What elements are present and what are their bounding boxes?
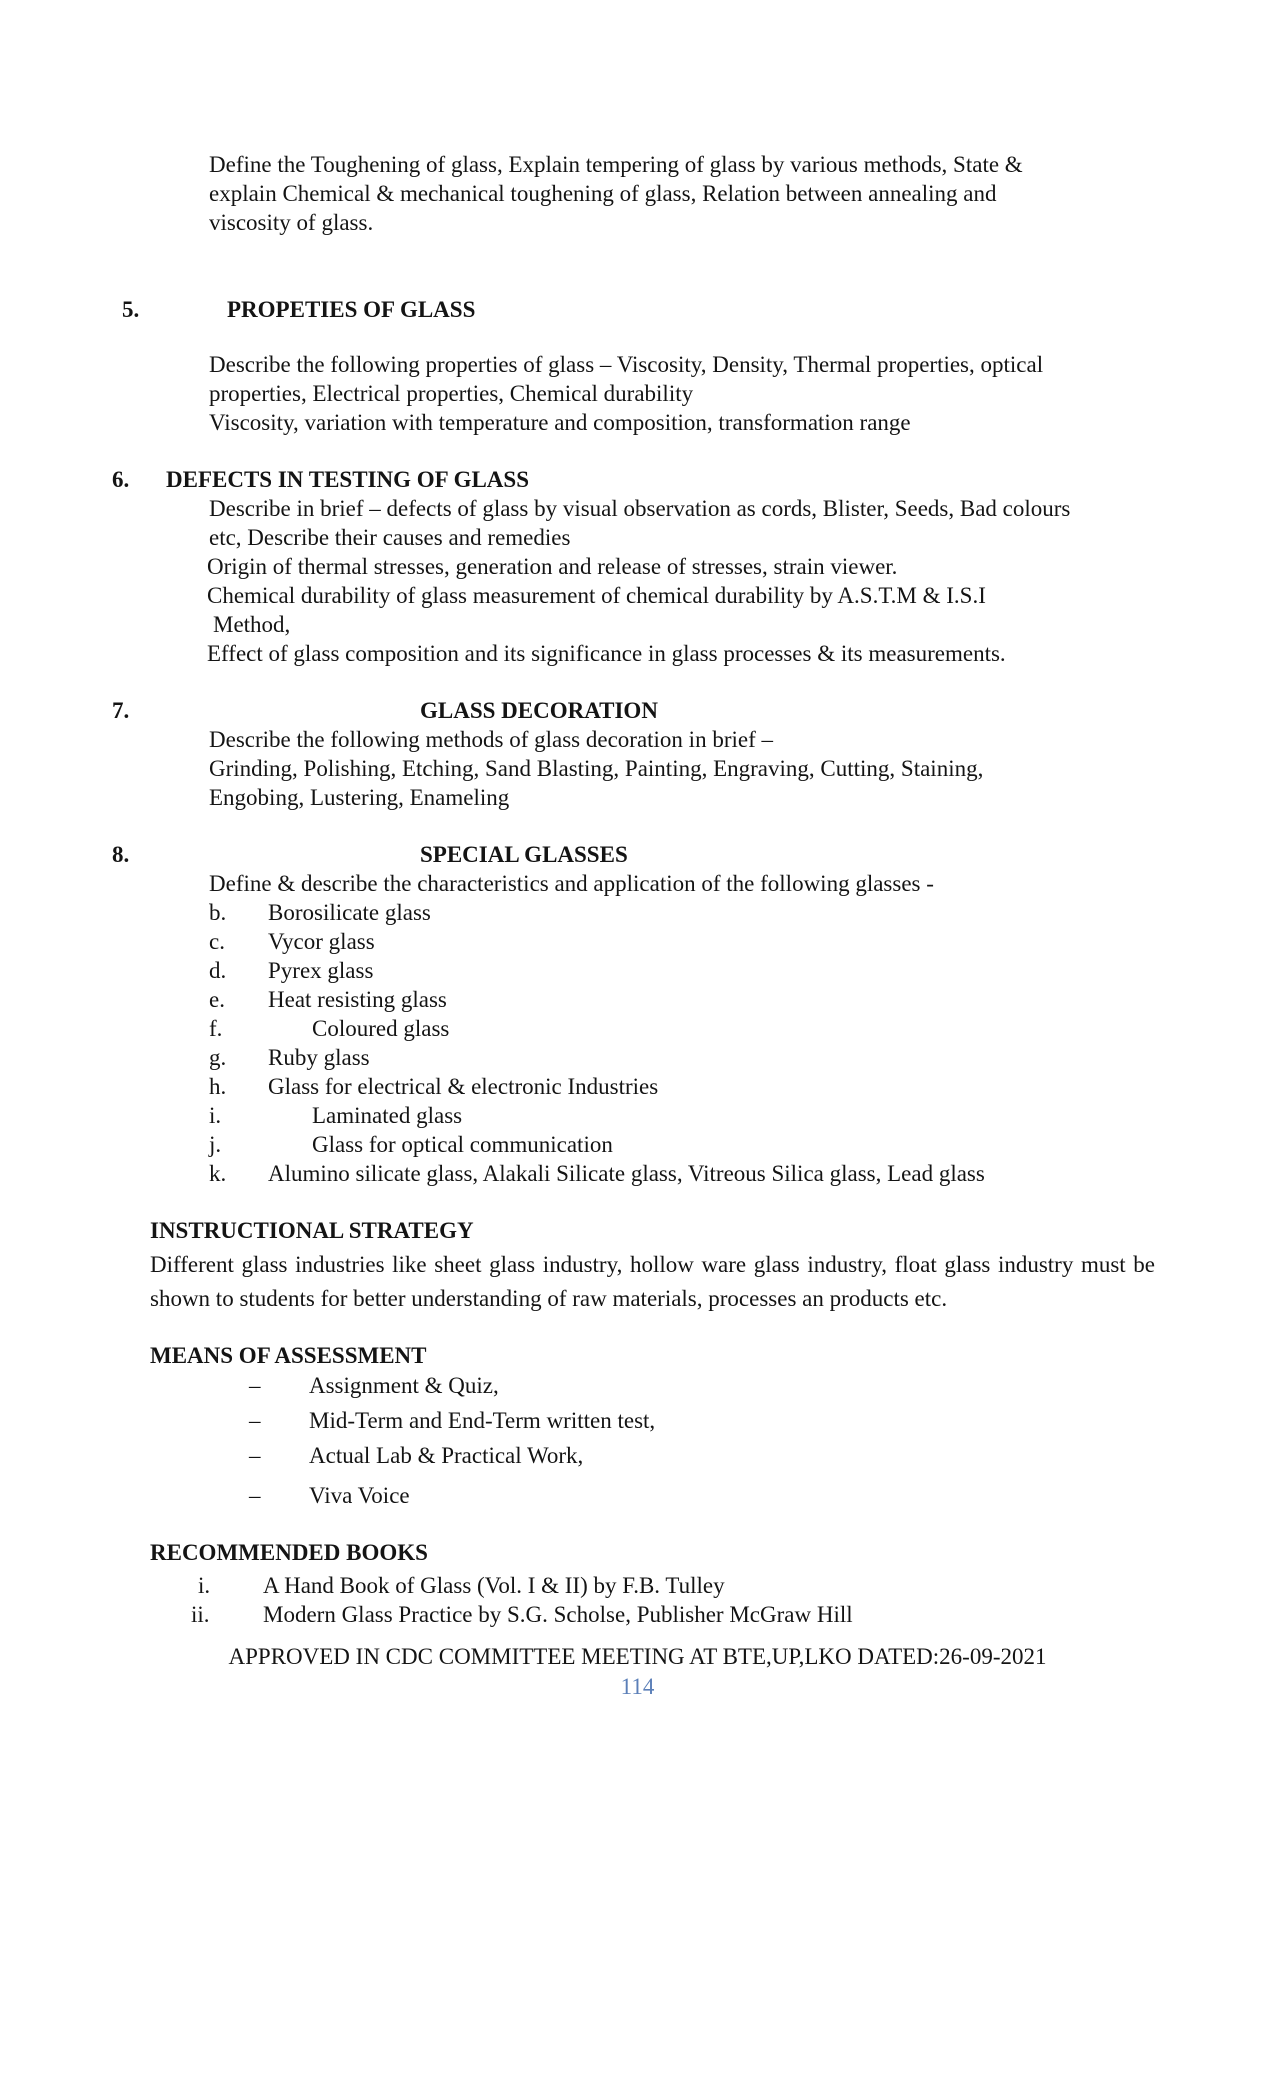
section-5-line-3: Viscosity, variation with temperature and composition, transformation range [209, 410, 911, 435]
special-glass-item: Laminated glass [312, 1103, 463, 1128]
special-glass-marker: g. [209, 1045, 227, 1070]
special-glass-item: Alumino silicate glass, Alakali Silicate glass, Vitreous Silica glass, Lead glass [268, 1161, 985, 1186]
dash-bullet: – [249, 1408, 261, 1433]
section-7-number: 7. [112, 698, 130, 723]
special-glass-marker: j. [209, 1132, 222, 1157]
approval-note: APPROVED IN CDC COMMITTEE MEETING AT BTE,UP,LKO DATED:26-09-2021 [228, 1644, 1047, 1669]
book-item: Modern Glass Practice by S.G. Scholse, Publisher McGraw Hill [263, 1602, 853, 1627]
toughening-line-2: explain Chemical & mechanical toughening of glass, Relation between annealing and [209, 181, 997, 206]
section-8-number: 8. [112, 842, 130, 867]
strategy-title: INSTRUCTIONAL STRATEGY [150, 1218, 474, 1243]
special-glass-item: Pyrex glass [268, 958, 374, 983]
section-6-line-4: Chemical durability of glass measurement of chemical durability by A.S.T.M & I.S.I [207, 583, 986, 608]
special-glass-marker: k. [209, 1161, 227, 1186]
special-glass-item: Heat resisting glass [268, 987, 447, 1012]
section-6-number: 6. [112, 467, 130, 492]
dash-bullet: – [249, 1443, 261, 1468]
section-5-number: 5. [122, 297, 140, 322]
assessment-item: Actual Lab & Practical Work, [309, 1443, 584, 1468]
toughening-line-3: viscosity of glass. [209, 210, 374, 235]
strategy-text: Different glass industries like sheet glass industry, hollow ware glass industry, float glass industry must be shown to students for better understanding of raw materials, processes an products etc. [150, 1252, 1155, 1311]
section-7-line-2: Grinding, Polishing, Etching, Sand Blasting, Painting, Engraving, Cutting, Staining, [209, 756, 984, 781]
special-glass-item: Vycor glass [268, 929, 375, 954]
section-6-title: DEFECTS IN TESTING OF GLASS [166, 467, 530, 492]
section-6-line-6: Effect of glass composition and its significance in glass processes & its measurements. [207, 641, 1006, 666]
assessment-item: Assignment & Quiz, [309, 1373, 499, 1398]
assessment-title: MEANS OF ASSESSMENT [150, 1343, 427, 1368]
special-glass-item: Glass for optical communication [312, 1132, 613, 1157]
special-glass-marker: b. [209, 900, 227, 925]
books-title: RECOMMENDED BOOKS [150, 1540, 428, 1565]
section-7-title: GLASS DECORATION [420, 698, 658, 723]
section-6-line-1: Describe in brief – defects of glass by visual observation as cords, Blister, Seeds, Bad colours [209, 496, 1071, 521]
section-5-line-1: Describe the following properties of glass – Viscosity, Density, Thermal properties, optical [209, 352, 1044, 377]
book-item: A Hand Book of Glass (Vol. I & II) by F.B. Tulley [263, 1573, 725, 1598]
special-glass-marker: e. [209, 987, 225, 1012]
section-7-line-3: Engobing, Lustering, Enameling [209, 785, 510, 810]
special-glass-marker: f. [209, 1016, 223, 1041]
dash-bullet: – [249, 1373, 261, 1398]
special-glass-item: Borosilicate glass [268, 900, 431, 925]
dash-bullet: – [249, 1483, 261, 1508]
section-5-line-2: properties, Electrical properties, Chemical durability [209, 381, 694, 406]
special-glass-marker: d. [209, 958, 227, 983]
book-marker: ii. [191, 1602, 210, 1627]
section-7-line-1: Describe the following methods of glass decoration in brief – [209, 727, 773, 752]
special-glass-marker: h. [209, 1074, 227, 1099]
special-glass-item: Glass for electrical & electronic Industries [268, 1074, 659, 1099]
special-glass-item: Coloured glass [312, 1016, 450, 1041]
section-6-line-2: etc, Describe their causes and remedies [209, 525, 571, 550]
section-5-title: PROPETIES OF GLASS [227, 297, 476, 322]
assessment-item: Mid-Term and End-Term written test, [309, 1408, 656, 1433]
toughening-line-1: Define the Toughening of glass, Explain tempering of glass by various methods, State & [209, 152, 1023, 177]
special-glass-marker: c. [209, 929, 225, 954]
assessment-item: Viva Voice [309, 1483, 410, 1508]
section-8-title: SPECIAL GLASSES [420, 842, 628, 867]
section-6-line-5: Method, [213, 612, 291, 637]
special-glass-marker: i. [209, 1103, 222, 1128]
book-marker: i. [198, 1573, 211, 1598]
section-6-line-3: Origin of thermal stresses, generation and release of stresses, strain viewer. [207, 554, 898, 579]
section-8-intro: Define & describe the characteristics and application of the following glasses - [209, 871, 934, 896]
page-number: 114 [620, 1674, 655, 1699]
special-glass-item: Ruby glass [268, 1045, 370, 1070]
